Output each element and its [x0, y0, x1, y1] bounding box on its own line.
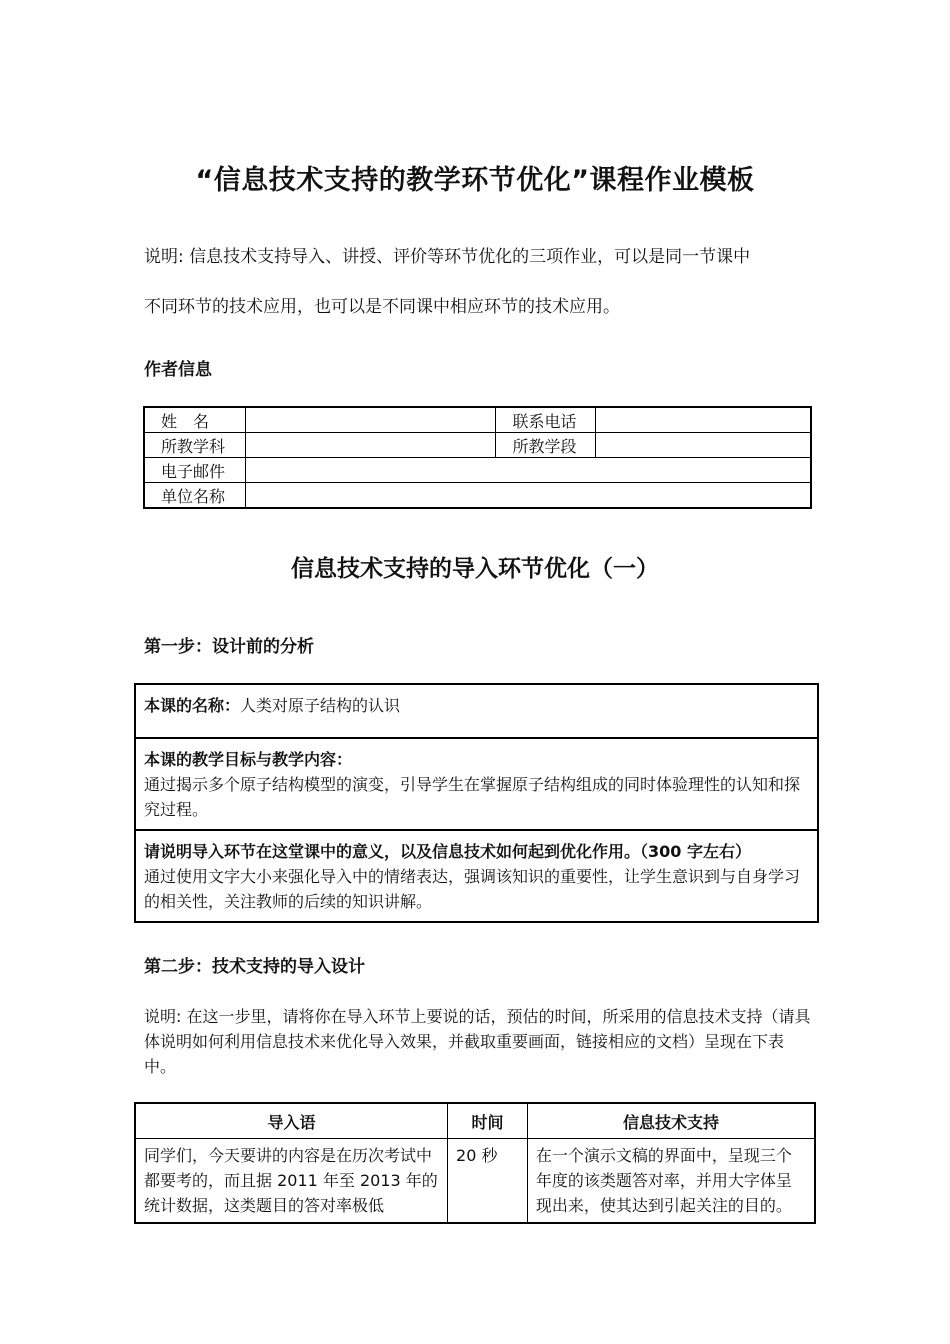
page-title: “信息技术支持的教学环节优化”课程作业模板 — [195, 165, 755, 196]
analysis-box — [134, 683, 819, 923]
meaning-value: 通过使用文字大小来强化导入中的情绪表达，强调该知识的重要性，让学生意识到与自身学习的相关性，关注教师的后续的知识讲解。 — [144, 867, 801, 911]
table-row — [144, 458, 811, 483]
email-label: 电子邮件 — [144, 458, 246, 483]
lesson-name-cell — [136, 685, 817, 739]
subject-field[interactable] — [246, 433, 496, 458]
lesson-name-value: 人类对原子结构的认识 — [240, 696, 401, 715]
step2-heading: 第二步：技术支持的导入设计 — [144, 957, 365, 977]
table-row — [144, 407, 811, 433]
author-info-table — [143, 406, 812, 509]
step2-note: 说明: 在这一步里，请将你在导入环节上要说的话，预估的时间，所采用的信息技术支持（请具体说明如何利用信息技术来优化导入效果，并截取重要画面，链接相应的文档）呈现在下表中。 — [144, 1007, 811, 1076]
lesson-name-label: 本课的名称： — [144, 696, 241, 715]
table-row — [144, 483, 811, 509]
grade-label: 所教学段 — [496, 433, 596, 458]
header-time: 时间 — [448, 1103, 528, 1139]
intro-design-table — [134, 1102, 816, 1224]
intro-note-line-2: 不同环节的技术应用，也可以是不同课中相应环节的技术应用。 — [144, 297, 620, 317]
header-tech: 信息技术支持 — [527, 1103, 815, 1139]
section-title: 信息技术支持的导入环节优化（一） — [291, 556, 659, 582]
intro-note-line-1: 说明: 信息技术支持导入、讲授、评价等环节优化的三项作业，可以是同一节课中 — [144, 247, 751, 267]
step1-heading: 第一步：设计前的分析 — [144, 637, 314, 657]
goals-value: 通过揭示多个原子结构模型的演变，引导学生在掌握原子结构组成的同时体验理性的认知和探究过程。 — [144, 775, 801, 819]
goals-cell — [136, 739, 817, 831]
org-field[interactable] — [246, 483, 811, 509]
tech-cell: 在一个演示文稿的界面中，呈现三个年度的该类题答对率，并用大字体呈现出来，使其达到引起关注的目的。 — [527, 1139, 815, 1224]
time-cell: 20 秒 — [448, 1139, 528, 1224]
meaning-label: 请说明导入环节在这堂课中的意义，以及信息技术如何起到优化作用。（300 字左右） — [144, 842, 751, 861]
header-speech: 导入语 — [135, 1103, 448, 1139]
table-row — [144, 433, 811, 458]
name-field[interactable] — [246, 407, 496, 433]
phone-field[interactable] — [596, 407, 811, 433]
meaning-cell — [136, 831, 817, 921]
name-label: 姓 名 — [144, 407, 246, 433]
subject-label: 所教学科 — [144, 433, 246, 458]
phone-label: 联系电话 — [496, 407, 596, 433]
org-label: 单位名称 — [144, 483, 246, 509]
author-heading: 作者信息 — [144, 360, 212, 380]
goals-label: 本课的教学目标与教学内容： — [144, 750, 353, 769]
grade-field[interactable] — [596, 433, 811, 458]
email-field[interactable] — [246, 458, 811, 483]
speech-cell: 同学们，今天要讲的内容是在历次考试中都要考的，而且据 2011 年至 2013 年的统计数据，这类题目的答对率极低 — [135, 1139, 448, 1224]
table-row — [135, 1139, 815, 1224]
table-header-row — [135, 1103, 815, 1139]
